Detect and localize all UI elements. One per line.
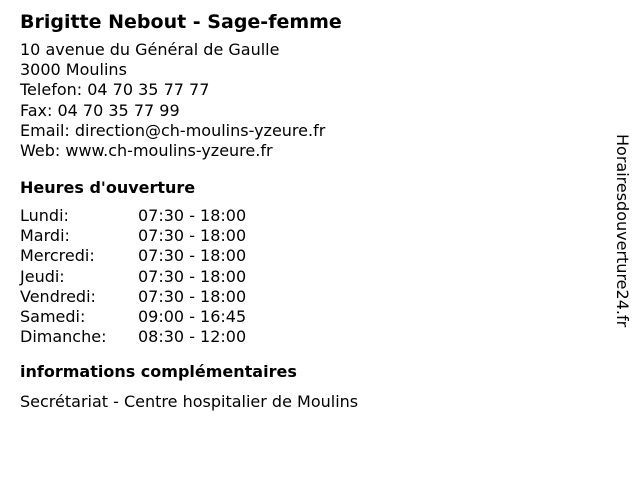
hours-row-sunday: [20, 327, 600, 347]
hours-row-friday: [20, 287, 600, 307]
day-label: Vendredi:: [20, 286, 96, 306]
hours-row-tuesday: [20, 226, 600, 246]
business-card: [20, 8, 600, 412]
opening-hours-table: [20, 206, 600, 347]
hours-row-wednesday: [20, 246, 600, 266]
time-range: 07:30 - 18:00: [138, 206, 247, 226]
phone-number: Telefon: 04 70 35 77 77: [20, 80, 210, 100]
contact-block: [20, 40, 600, 161]
city-postcode: 3000 Moulins: [20, 60, 127, 80]
hours-row-monday: [20, 206, 600, 226]
site-watermark: Horairesdouverture24.fr: [613, 134, 632, 328]
day-label: Lundi:: [20, 206, 69, 226]
time-range: 07:30 - 18:00: [138, 266, 247, 286]
street-address: 10 avenue du Général de Gaulle: [20, 40, 280, 59]
business-name: Brigitte Nebout - Sage-femme: [20, 11, 342, 33]
day-label: Jeudi:: [20, 266, 65, 286]
day-label: Dimanche:: [20, 326, 107, 346]
day-label: Samedi:: [20, 306, 86, 326]
time-range: 09:00 - 16:45: [138, 306, 247, 326]
additional-info-heading: informations complémentaires: [20, 361, 297, 381]
hours-row-saturday: [20, 307, 600, 327]
day-label: Mercredi:: [20, 246, 95, 266]
time-range: 07:30 - 18:00: [138, 286, 247, 306]
website-address: Web: www.ch-moulins-yzeure.fr: [20, 141, 273, 161]
time-range: 07:30 - 18:00: [138, 226, 247, 246]
time-range: 07:30 - 18:00: [138, 246, 247, 266]
email-address: Email: direction@ch-moulins-yzeure.fr: [20, 120, 326, 140]
additional-info-text: Secrétariat - Centre hospitalier de Moulins: [20, 391, 359, 411]
day-label: Mardi:: [20, 226, 70, 246]
time-range: 08:30 - 12:00: [138, 326, 247, 346]
opening-hours-heading: Heures d'ouverture: [20, 178, 196, 198]
fax-number: Fax: 04 70 35 77 99: [20, 100, 180, 120]
hours-row-thursday: [20, 267, 600, 287]
